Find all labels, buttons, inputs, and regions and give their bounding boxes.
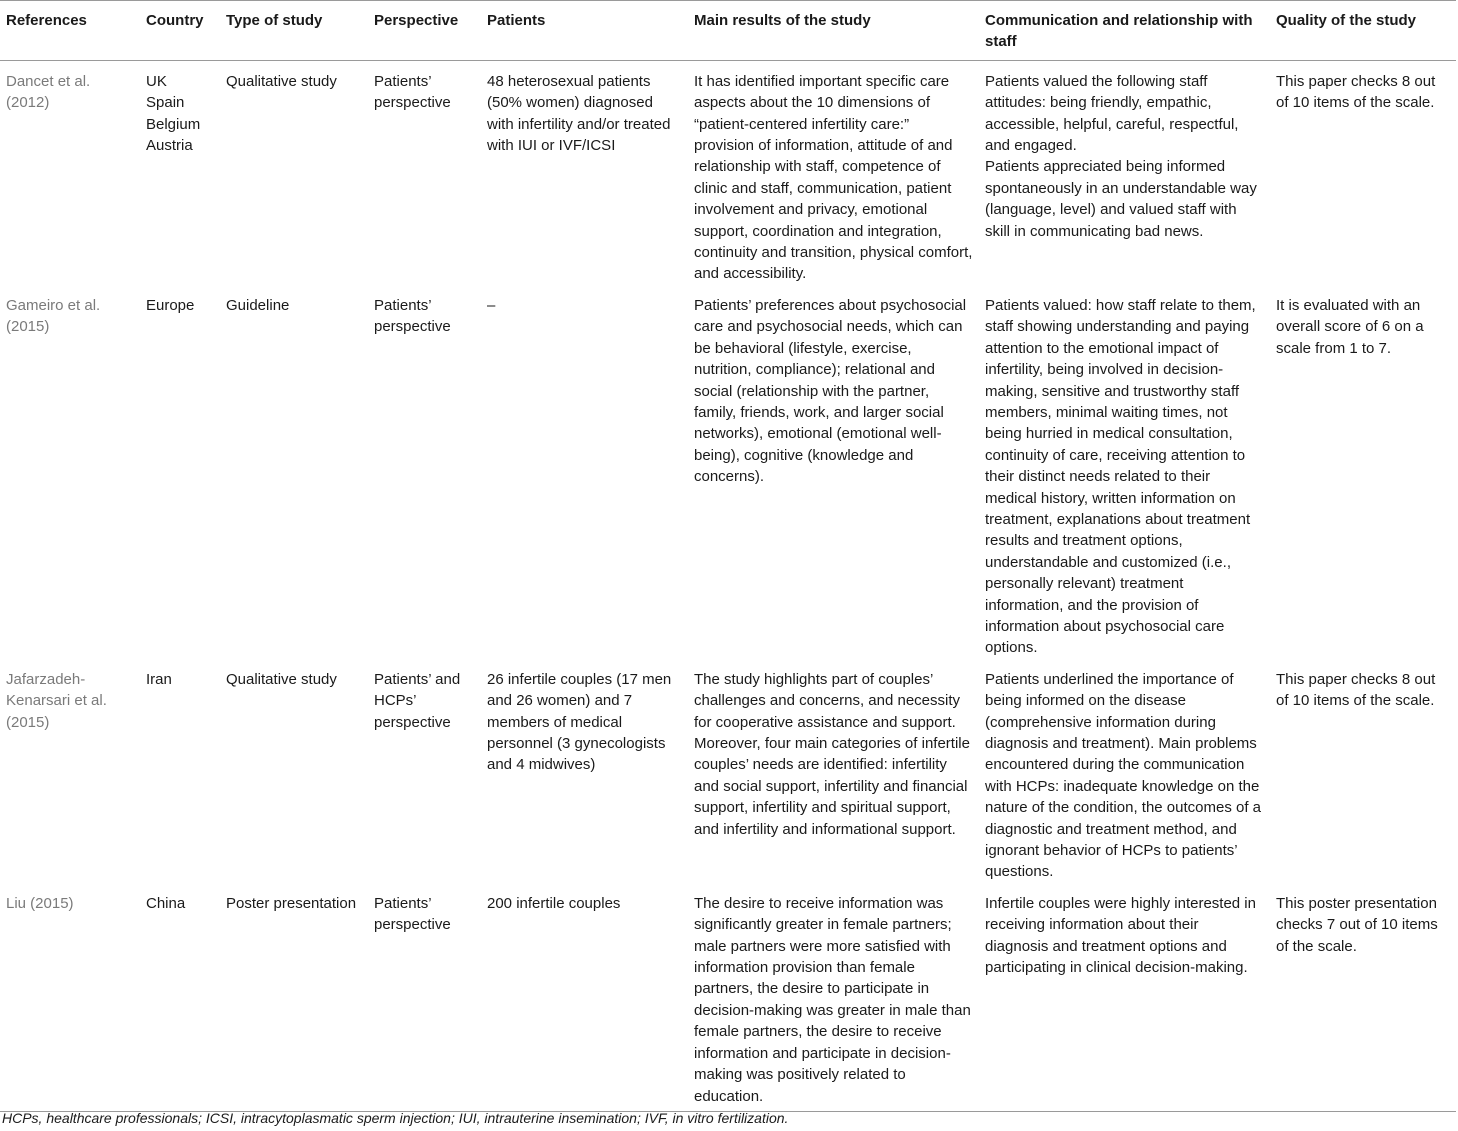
cell-communication: Infertile couples were highly interested in receiving information about their diagnosis and treatment options and participating in clinical decision-making.	[985, 894, 1256, 977]
cell-country: Europe	[146, 296, 195, 314]
cell-country: Iran	[146, 670, 172, 688]
cell-main-results: Patients’ preferences about psychosocial care and psychosocial needs, which can be behavioral (lifestyle, exercise, nutrition, compliance); relational and social (relationship with the partner, family, friends, work, and larger social networks), emotional (emotional well-being), cognitive (knowledge and concerns).	[694, 296, 967, 486]
table-body	[0, 60, 1456, 1111]
cell-type: Guideline	[226, 296, 290, 314]
cell-quality: This paper checks 8 out of 10 items of the scale.	[1276, 72, 1436, 112]
cell-main-results: It has identified important specific care aspects about the 10 dimensions of “patient-centered infertility care:” provision of information, attitude of and relationship with staff, competence of clinic and staff, communication, patient involvement and privacy, emotional support, coordination and integration, continuity and transition, physical comfort, and accessibility.	[694, 72, 973, 283]
cell-communication: Patients underlined the importance of being informed on the disease (comprehensive information during diagnosis and treatment). Main problems encountered during the communication with HCPs: inadequate knowledge on the nature of the condition, the outcomes of a diagnostic and treatment method, and ignorant behavior of HCPs to patients’ questions.	[985, 670, 1262, 881]
cell-type: Poster presentation	[226, 894, 357, 912]
cell-patients: –	[487, 296, 496, 314]
cell-main-results: The desire to receive information was significantly greater in female partners; male partners were more satisfied with information provision than female partners, the desire to participate in decision-making was greater in male than female partners, the desire to receive information and participate in decision-making was positively related to education.	[694, 894, 971, 1105]
cell-quality: This paper checks 8 out of 10 items of the scale.	[1276, 670, 1436, 710]
table-row	[0, 285, 1456, 659]
table-header	[0, 1, 1456, 61]
header-main-results: Main results of the study	[694, 12, 871, 29]
table-row	[0, 60, 1456, 285]
cell-patients: 48 heterosexual patients (50% women) diagnosed with infertility and/or treated with IUI or IVF/ICSI	[487, 72, 671, 155]
cell-reference[interactable]: Jafarzadeh-Kenarsari et al. (2015)	[6, 670, 107, 731]
cell-main-results: The study highlights part of couples’ challenges and concerns, and necessity for cooperative assistance and support. Moreover, four main categories of infertile couples’ needs are identified: infertility and social support, infertility and financial support, infertility and spiritual support, and infertility and informational support.	[694, 670, 970, 838]
header-patients: Patients	[487, 12, 546, 29]
header-type-of-study: Type of study	[226, 12, 323, 29]
cell-country: China	[146, 894, 186, 912]
cell-perspective: Patients’ perspective	[374, 894, 451, 934]
header-communication: Communication and relationship with staff	[985, 12, 1253, 51]
cell-patients: 26 infertile couples (17 men and 26 women) and 7 members of medical personnel (3 gynecologists and 4 midwives)	[487, 670, 672, 774]
cell-type: Qualitative study	[226, 72, 337, 90]
cell-perspective: Patients’ and HCPs’ perspective	[374, 670, 461, 731]
table-row	[0, 659, 1456, 883]
cell-communication: Patients valued: how staff relate to them, staff showing understanding and paying attention to the emotional impact of infertility, being involved in decision-making, sensitive and trustworthy staff members, minimal waiting times, not being hurried in medical consultation, continuity of care, receiving attention to their distinct needs related to their medical history, written information on treatment, explanations about treatment results and treatment options, understandable and customized (i.e., personally relevant) treatment information, and the provision of information about psychosocial care options.	[985, 296, 1256, 657]
cell-reference[interactable]: Gameiro et al. (2015)	[6, 296, 101, 336]
cell-reference[interactable]: Liu (2015)	[6, 894, 74, 912]
header-row	[0, 1, 1456, 61]
table-row	[0, 883, 1456, 1112]
cell-quality: It is evaluated with an overall score of 6 on a scale from 1 to 7.	[1276, 296, 1424, 357]
header-references: References	[6, 12, 87, 29]
cell-reference[interactable]: Dancet et al. (2012)	[6, 72, 91, 112]
cell-quality: This poster presentation checks 7 out of 10 items of the scale.	[1276, 894, 1438, 955]
cell-country: UK Spain Belgium Austria	[146, 72, 201, 155]
cell-patients: 200 infertile couples	[487, 894, 621, 912]
header-quality: Quality of the study	[1276, 12, 1417, 29]
cell-type: Qualitative study	[226, 670, 337, 688]
header-perspective: Perspective	[374, 12, 459, 29]
cell-perspective: Patients’ perspective	[374, 296, 451, 336]
header-country: Country	[146, 12, 204, 29]
table-footnote: HCPs, healthcare professionals; ICSI, intracytoplasmatic sperm injection; IUI, intrauterine insemination; IVF, in vitro fertilization.	[2, 1110, 789, 1126]
cell-perspective: Patients’ perspective	[374, 72, 451, 112]
cell-communication: Patients valued the following staff attitudes: being friendly, empathic, accessible, helpful, careful, respectful, and engaged. Patients appreciated being informed spontaneously in an understandable way (language, level) and valued staff with skill in communicating bad news.	[985, 72, 1257, 240]
